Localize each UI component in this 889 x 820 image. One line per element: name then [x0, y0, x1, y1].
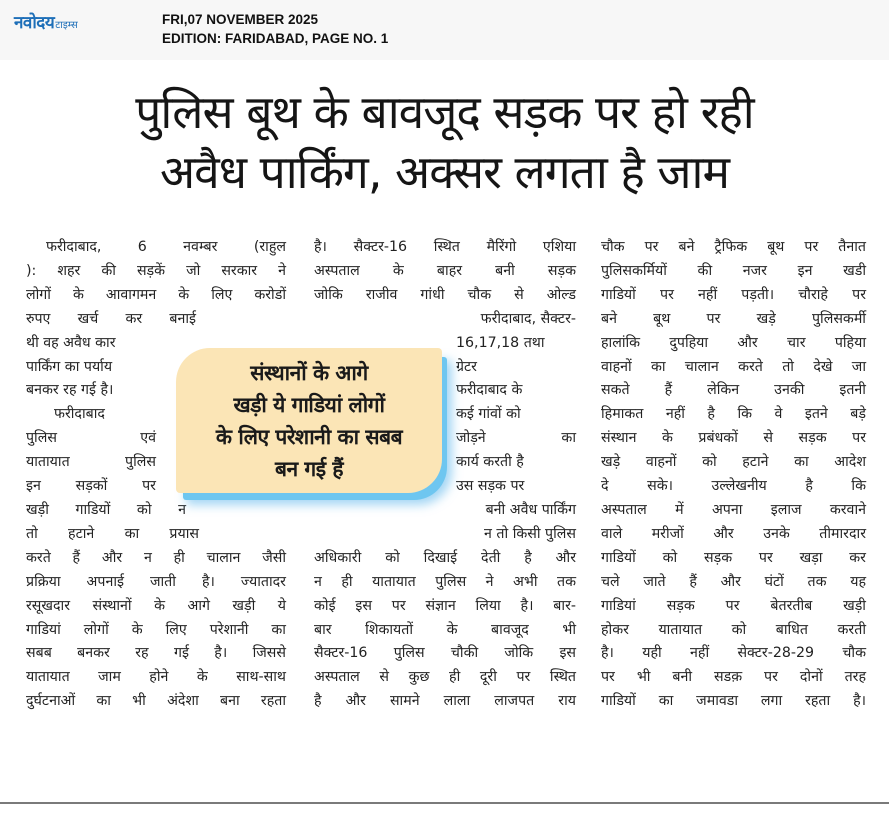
date-line: FRI,07 NOVEMBER 2025 — [162, 12, 319, 27]
body-line: अधिकारी को दिखाई देती है और — [314, 549, 576, 566]
logo-main-text: नवोदय — [14, 13, 55, 33]
body-line: करते हैं और न ही चालान जैसी — [26, 549, 286, 566]
body-line: रसूखदार संस्थानों के आगे खड़ी ये — [26, 597, 286, 614]
body-line: है और सामने लाला लाजपत राय — [314, 693, 576, 710]
body-line: कार्य करती है — [456, 454, 524, 471]
body-line: है। यही नहीं सेक्टर-28-29 चौक — [601, 645, 866, 662]
body-line: कई गांवों को — [456, 406, 521, 423]
body-line: गाडियां सड़क पर बेतरतीब खड़ी — [601, 597, 866, 614]
body-line: न तो किसी पुलिस — [484, 525, 576, 542]
body-line: थी वह अवैध कार — [26, 334, 116, 351]
pull-quote-line-3: के लिए परेशानी का सबब — [215, 424, 403, 449]
body-line: फरीदाबाद, सैक्टर- — [480, 310, 576, 327]
pull-quote-line-4: बन गई हैं — [274, 456, 344, 481]
body-line: प्रक्रिया अपनाई जाती है। ज्यातादर — [26, 573, 286, 590]
body-line: चौक पर बने ट्रैफिक बूथ पर तैनात — [601, 239, 866, 255]
body-line: 16,17,18 तथा — [456, 334, 545, 351]
body-line: वाहनों का चालान करते तो देखे जा — [601, 358, 866, 375]
newspaper-logo[interactable] — [14, 10, 78, 33]
headline-line-2: अवैध पार्किंग, अक्सर लगता है जाम — [160, 145, 729, 199]
body-line: गाडियां लोगों के लिए परेशानी का — [26, 621, 286, 638]
body-line: पुलिसकर्मियों की नजर इन खडी — [601, 262, 866, 279]
body-line: ): शहर की सड़कें जो सरकार ने — [26, 262, 286, 279]
pull-quote-text — [216, 357, 402, 485]
body-line: जोकि राजीव गांधी चौक से ओल्ड — [314, 286, 576, 303]
body-line: सकते हैं लेकिन उनकी इतनी — [601, 382, 866, 399]
body-line: खड़े वाहनों को हटाने का आदेश — [601, 454, 866, 471]
body-line: गाडियों को सड़क पर खड़ा कर — [601, 549, 866, 566]
body-line: चले जाते हैं और घंटों तक यह — [601, 573, 866, 590]
body-line: रुपए खर्च कर बनाई — [26, 310, 196, 327]
body-line: पुलिस एवं — [26, 430, 156, 447]
body-line: सबब बनकर रह गई है। जिससे — [26, 645, 286, 662]
body-line: फरीदाबाद — [54, 406, 105, 423]
body-line: यातायात जाम होने के साथ-साथ — [26, 669, 286, 686]
body-line: फरीदाबाद के — [456, 382, 523, 399]
body-line: उस सड़क पर — [456, 478, 525, 495]
body-line: बार शिकायतों के बावजूद भी — [314, 621, 576, 638]
body-line: अस्पताल में अपना इलाज करवाने — [601, 501, 866, 518]
article-column-3 — [601, 236, 866, 714]
logo-sub-text: टाइम्स — [55, 20, 78, 31]
body-line: बने बूथ पर खड़े पुलिसकर्मी — [601, 310, 866, 327]
body-line: सैक्टर-16 पुलिस चौकी जोकि इस — [314, 645, 576, 662]
body-line: गाडियों का जमावडा लगा रहता है। — [601, 693, 866, 710]
page-header — [0, 0, 889, 60]
body-line: इन सड़कों पर — [26, 478, 156, 495]
pull-quote-line-2: खड़ी ये गाडियां लोगों — [233, 392, 385, 417]
body-line: अस्पताल से कुछ ही दूरी पर स्थित — [314, 669, 576, 686]
body-line: तो हटाने का प्रयास — [26, 525, 199, 542]
body-line: दुर्घटनाओं का भी अंदेशा बना रहता — [26, 693, 286, 710]
body-line: न ही यातायात पुलिस ने अभी तक — [314, 573, 576, 590]
edition-line: EDITION: FARIDABAD, PAGE NO. 1 — [162, 31, 389, 46]
body-line: अस्पताल के बाहर बनी सड़क — [314, 262, 576, 279]
body-line: गाडियों पर नहीं पड़ती। चौराहे पर — [601, 286, 866, 303]
body-line: फरीदाबाद, 6 नवम्बर (राहुल — [46, 239, 286, 255]
body-line: खड़ी गाडियों को न — [26, 501, 186, 518]
body-line: पार्किंग का पर्याय — [26, 358, 113, 375]
body-line: हालांकि दुपहिया और चार पहिया — [601, 334, 866, 351]
body-line: बनी अवैध पार्किंग — [485, 501, 576, 518]
body-line: पर भी बनी सडक़ पर दोनों तरह — [601, 669, 866, 686]
pull-quote-line-1: संस्थानों के आगे — [250, 360, 368, 385]
bottom-divider — [0, 802, 889, 804]
headline-line-1: पुलिस बूथ के बावजूद सड़क पर हो रही — [135, 85, 754, 139]
body-line: कोई इस पर संज्ञान लिया है। बार- — [314, 597, 576, 614]
body-line: बनकर रह गई है। — [26, 382, 114, 399]
edition-info — [162, 10, 388, 48]
body-line: दे सके। उल्लेखनीय है कि — [601, 478, 866, 495]
body-line: ग्रेटर — [456, 358, 477, 375]
article-headline — [0, 82, 889, 202]
body-line: यातायात पुलिस — [26, 454, 156, 471]
body-line: वाले मरीजों और उनके तीमारदार — [601, 525, 866, 542]
body-line: हिमाकत नहीं है कि वे इतने बड़े — [601, 406, 866, 423]
body-line: है। सैक्टर-16 स्थित मैरिंगो एशिया — [314, 239, 576, 255]
body-line: लोगों के आवागमन के लिए करोडों — [26, 286, 286, 303]
body-line: जोड़ने का — [456, 430, 576, 447]
pull-quote-box — [176, 348, 442, 493]
body-line: होकर यातायात को बाधित करती — [601, 621, 866, 638]
body-line: संस्थान के प्रबंधकों से सड़क पर — [601, 430, 866, 447]
